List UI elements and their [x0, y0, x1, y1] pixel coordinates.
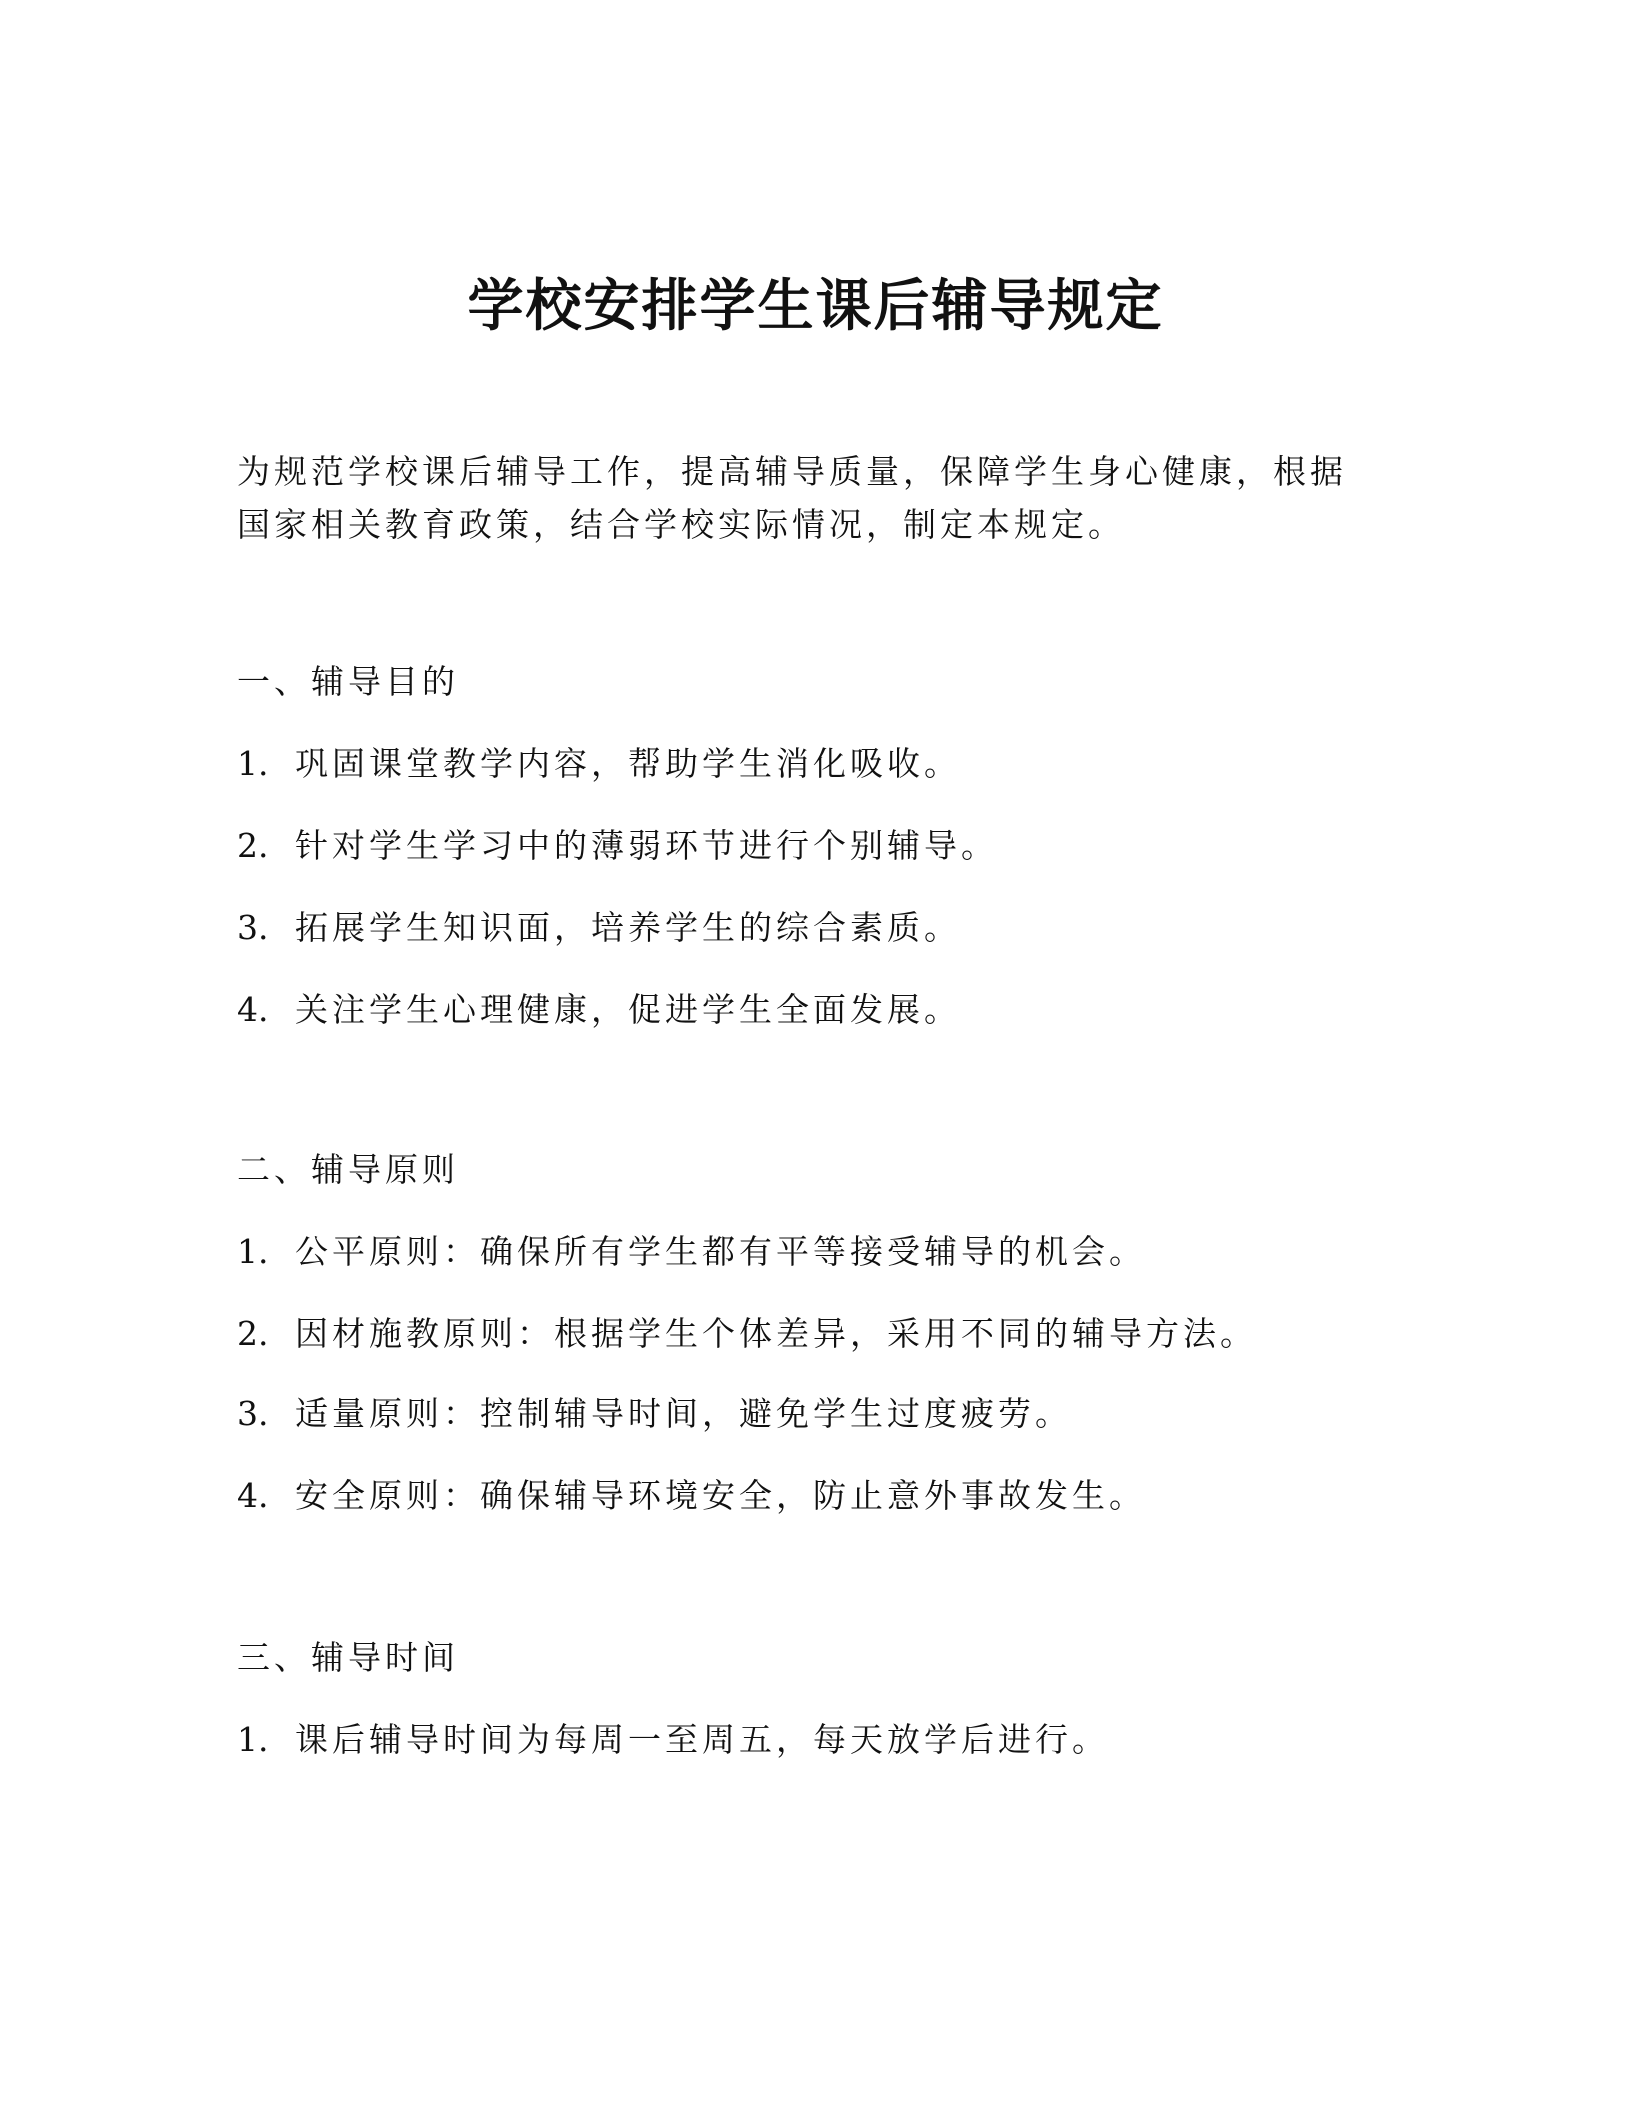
list-item-number: 3. — [237, 1394, 269, 1433]
list-item — [237, 1312, 1257, 1356]
section-heading: 三、辅导时间 — [237, 1638, 459, 1677]
list-item-number: 1. — [237, 1232, 269, 1271]
list-item-text: 关注学生心理健康，促进学生全面发展。 — [295, 990, 961, 1029]
document-title: 学校安排学生课后辅导规定 — [467, 273, 1164, 339]
list-item-number: 4. — [237, 990, 269, 1029]
list-item — [237, 1718, 1109, 1762]
intro-line: 国家相关教育政策，结合学校实际情况，制定本规定。 — [237, 505, 1125, 544]
list-item — [237, 906, 961, 950]
list-item-text: 拓展学生知识面，培养学生的综合素质。 — [295, 908, 961, 947]
section-heading: 一、辅导目的 — [237, 662, 459, 701]
list-item-number: 3. — [237, 908, 269, 947]
list-item-text: 巩固课堂教学内容，帮助学生消化吸收。 — [295, 744, 961, 783]
list-item-text: 课后辅导时间为每周一至周五，每天放学后进行。 — [295, 1720, 1109, 1759]
list-item-text: 针对学生学习中的薄弱环节进行个别辅导。 — [295, 826, 998, 865]
list-item-number: 4. — [237, 1476, 269, 1515]
list-item — [237, 1392, 1072, 1436]
list-item — [237, 824, 998, 868]
list-item — [237, 1474, 1146, 1518]
list-item-text: 安全原则：确保辅导环境安全，防止意外事故发生。 — [295, 1476, 1146, 1515]
list-item-text: 因材施教原则：根据学生个体差异，采用不同的辅导方法。 — [295, 1314, 1257, 1353]
list-item-text: 公平原则：确保所有学生都有平等接受辅导的机会。 — [295, 1232, 1146, 1271]
list-item — [237, 742, 961, 786]
list-item-number: 1. — [237, 744, 269, 783]
intro-line: 为规范学校课后辅导工作，提高辅导质量，保障学生身心健康，根据 — [237, 452, 1347, 491]
list-item — [237, 1230, 1146, 1274]
list-item-number: 1. — [237, 1720, 269, 1759]
section-heading: 二、辅导原则 — [237, 1150, 459, 1189]
list-item-text: 适量原则：控制辅导时间，避免学生过度疲劳。 — [295, 1394, 1072, 1433]
list-item-number: 2. — [237, 826, 269, 865]
list-item — [237, 988, 961, 1032]
intro-paragraph — [237, 445, 1387, 551]
list-item-number: 2. — [237, 1314, 269, 1353]
